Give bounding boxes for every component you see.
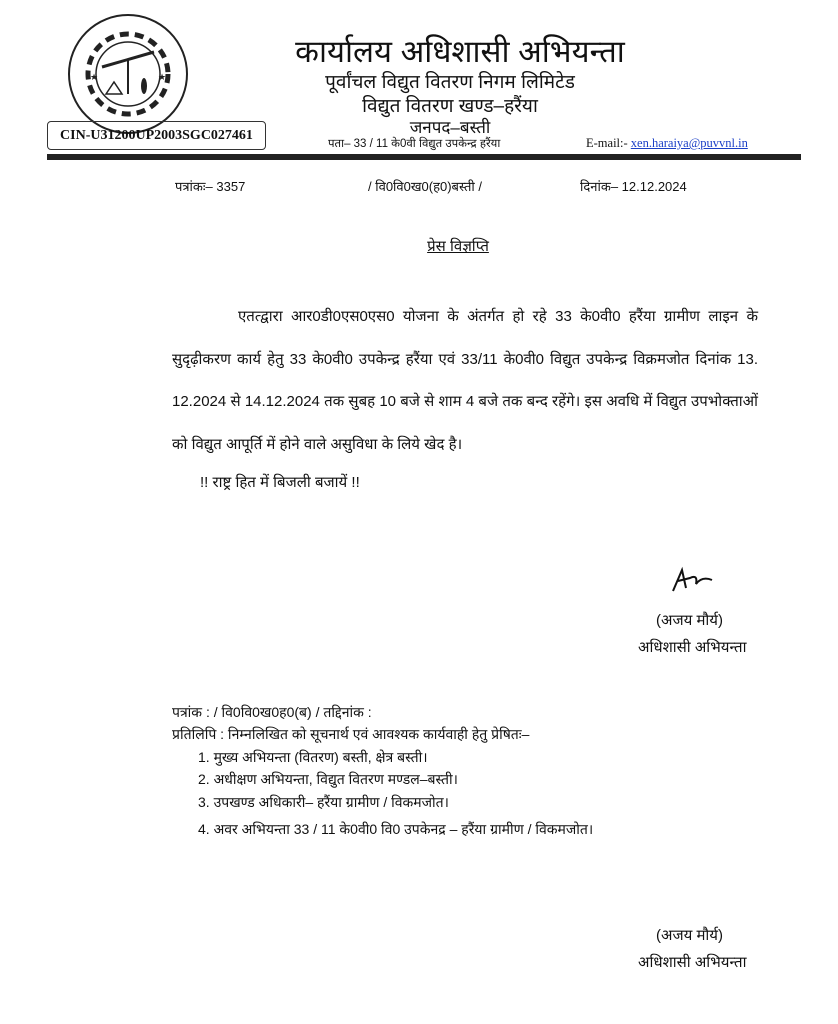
copy-ref-line: पत्रांक : / वि0वि0ख0ह0(ब) / तद्दिनांक : (172, 704, 372, 720)
recipient-item: 2. अधीक्षण अभियन्ता, विद्युत वितरण मण्डल–बस्ती। (198, 771, 458, 787)
signatory-designation-bottom: अधिशासी अभियन्ता (638, 954, 747, 971)
cin-box: CIN-U31200UP2003SGC027461 (47, 121, 266, 150)
letter-number: पत्रांकः– 3357 (175, 179, 246, 194)
email-line (586, 136, 748, 151)
office-title: कार्यालय अधिशासी अभियन्ता (295, 34, 625, 69)
letter-date: दिनांक– 12.12.2024 (580, 179, 687, 194)
recipient-item: 3. उपखण्ड अधिकारी– हरैंया ग्रामीण / विकमजोत। (198, 794, 449, 810)
svg-text:★: ★ (90, 72, 99, 82)
svg-text:★: ★ (158, 72, 167, 82)
company-name: पूर्वांचल विद्युत वितरण निगम लिमिटेड (325, 72, 575, 93)
recipient-item: 1. मुख्य अभियन्ता (वितरण) बस्ती, क्षेत्र बस्ती। (198, 749, 428, 765)
press-release-heading: प्रेस विज्ञप्ति (427, 238, 489, 255)
address: पता– 33 / 11 के0वी विद्युत उपकेन्द्र हरैंया (328, 138, 501, 150)
body-paragraph: एतत्द्वारा आर0डी0एस0एस0 योजना के अंतर्गत हो रहे 33 के0वी0 हरैंया ग्रामीण लाइन के सुदृढ़ीकरण कार्य हेतु 33 के0वी0 उपकेन्द्र हरैंया एवं 33/11 के0वी0 विद्युत उपकेन्द्र विक्रमजोत दिनांक 13. 12.2024 से 14.12.2024 तक सुबह 10 बजे से शाम 4 बजे तक बन्द रहेंगे। इस अवधि में विद्युत उपभोक्ताओं को विद्युत आपूर्ति में होने वाले असुविधा के लिये खेद है। (172, 308, 758, 453)
signature (668, 566, 718, 601)
district-name: जनपद–बस्ती (409, 118, 491, 137)
slogan: !! राष्ट्र हित में बिजली बजायें !! (200, 474, 360, 491)
signatory-name: (अजय मौर्य) (656, 612, 724, 629)
office-code: / वि0वि0ख0(ह0)बस्ती / (368, 179, 483, 194)
email-link[interactable]: xen.haraiya@puvvnl.in (630, 136, 748, 150)
email-label: E-mail:- (586, 136, 628, 150)
recipient-item: 4. अवर अभियन्ता 33 / 11 के0वी0 वि0 उपकेनद्र – हरैंया ग्रामीण / विकमजोत। (198, 821, 594, 837)
signatory-designation: अधिशासी अभियन्ता (638, 639, 747, 656)
signatory-name-bottom: (अजय मौर्य) (656, 927, 724, 944)
copy-intro: प्रतिलिपि : निम्नलिखित को सूचनार्थ एवं आवश्यक कार्यवाही हेतु प्रेषितः– (172, 726, 530, 742)
division-name: विद्युत वितरण खण्ड–हरैंया (362, 96, 538, 117)
header-divider (47, 154, 801, 160)
